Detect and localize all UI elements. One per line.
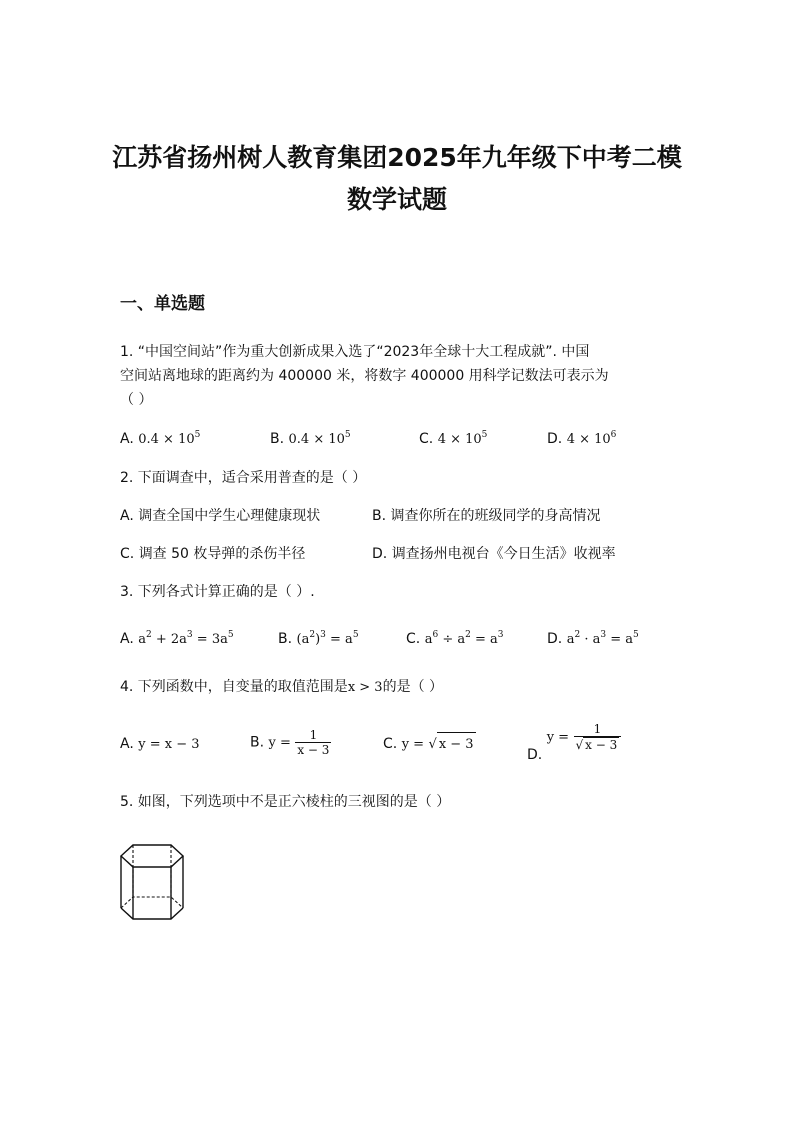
question-1-option-d <box>547 427 616 452</box>
question-4-option-d: D. y = $\frac{1}{√ x - 3}$ <box>527 722 621 752</box>
radicand: x − 3 <box>437 732 476 757</box>
option-label: C. <box>419 431 434 447</box>
question-3-option-c: C. $a^6 \div a^2 = a^3$ <box>406 630 504 647</box>
question-2-stem: 2. 下面调查中，适合采用普查的是（ ） <box>120 470 367 486</box>
option-value: $0.4 \times 10^5$ <box>288 430 351 447</box>
question-2-option-a: A. 调查全国中学生心理健康现状 <box>120 508 321 524</box>
question-3-stem: 3. 下列各式计算正确的是（ ）. <box>120 584 315 600</box>
section-heading: 一、单选题 <box>120 294 205 314</box>
option-value: $4 \times 10^6$ <box>566 430 617 447</box>
question-4-option-a: A. y = x − 3 <box>120 736 200 752</box>
question-3-option-a: A. $a^2 + 2a^3 = 3a^5$ <box>120 630 234 647</box>
fraction: $\frac{1}{√ x - 3}$ <box>574 722 622 752</box>
question-4-option-c: C. y = √ x − 3 <box>383 732 476 757</box>
question-1-line-2: 空间站离地球的距离约为 400000 米，将数字 400000 用科学记数法可表示为 <box>120 368 609 384</box>
option-value: $4 \times 10^5$ <box>437 430 488 447</box>
option-value: $0.4 \times 10^5$ <box>138 430 201 447</box>
question-2-option-d: D. 调查扬州电视台《今日生活》收视率 <box>372 546 616 562</box>
question-3-option-d: D. $a^2 \cdot a^3 = a^5$ <box>547 630 639 647</box>
question-4-option-b: B. y = $\frac{1}{x - 3}$ <box>250 728 330 757</box>
question-5-stem: 5. 如图，下列选项中不是正六棱柱的三视图的是（ ） <box>120 794 451 810</box>
option-formula: $a^2 + 2a^3 = 3a^5$ <box>138 630 234 647</box>
question-2-option-b: B. 调查你所在的班级同学的身高情况 <box>372 508 601 524</box>
option-formula: $a^2 \cdot a^3 = a^5$ <box>566 630 639 647</box>
page-subtitle: 数学试题 <box>346 185 447 214</box>
option-label: B. <box>270 431 285 447</box>
option-formula: y = x − 3 <box>138 737 200 752</box>
option-label: A. <box>120 431 134 447</box>
hexagonal-prism-figure <box>116 840 188 924</box>
question-1-option-a <box>120 427 200 452</box>
option-formula: $(a^2)^3 = a^5$ <box>296 630 359 647</box>
fraction: $\frac{1}{x - 3}$ <box>297 728 330 757</box>
question-1-option-b <box>270 427 351 452</box>
question-1-line-3: （ ） <box>120 392 153 408</box>
page-title: 江苏省扬州树人教育集团2025年九年级下中考二模 <box>112 143 682 172</box>
option-formula: $a^6 \div a^2 = a^3$ <box>424 630 504 647</box>
question-1-option-c <box>419 427 487 452</box>
question-1-line-1: 1. “中国空间站”作为重大创新成果入选了“2023年全球十大工程成就”. 中国 <box>120 344 590 360</box>
question-3-option-b: B. $(a^2)^3 = a^5$ <box>278 630 359 647</box>
question-4-stem: 4. 下列函数中，自变量的取值范围是x > 3的是（ ） <box>120 679 444 695</box>
question-2-option-c: C. 调查 50 枚导弹的杀伤半径 <box>120 546 306 562</box>
option-label: D. <box>547 431 563 447</box>
